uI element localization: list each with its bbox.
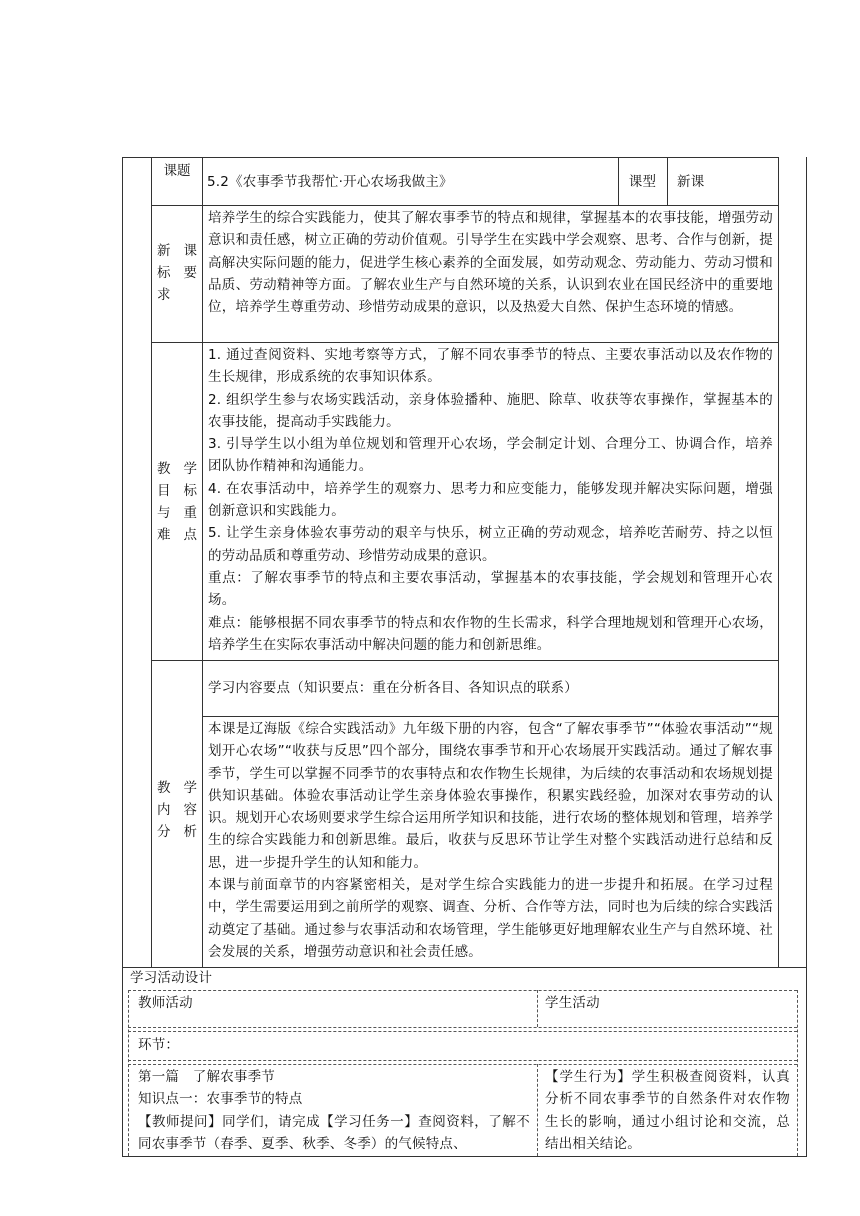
- student-activity-header: 学生活动: [545, 995, 600, 1011]
- difficult-point: 难点：能够根据不同农事季节的特点和农作物的生长需求，科学合理地规划和管理开心农场，培养学生在实际农事活动中解决问题的能力和创新思维。: [208, 614, 773, 653]
- standards-label-text: 新课标要求: [157, 243, 197, 303]
- dashed-line: [128, 1027, 797, 1028]
- topic-value: 5.2《农事季节我帮忙·开心农场我做主》: [207, 174, 453, 190]
- row-divider: [151, 342, 778, 343]
- activity-title: 学习活动设计: [130, 970, 213, 986]
- teacher-activity-content: [138, 1066, 530, 1155]
- analysis-paragraph: 本课是辽海版《综合实践活动》九年级下册的内容，包含“了解农事季节”“体验农事活动”“规划开心农场”“收获与反思”四个部分，围绕农事季节和开心农场展开实践活动。通过了解农事季节，学生可以掌握不同季节的农事特点和农作物生长规律，为后续的农事活动和农场规划提供知识基础。体验农事活动让学生亲身体验农事操作，积累实践经验，加深对农事劳动的认识。规划开心农场则要求学生综合运用所学知识和技能，进行农场的整体规划和管理，培养学生的综合实践能力和创新思维。最后，收获与反思环节让学生对整个实践活动进行总结和反思，进一步提升学生的认知和能力。: [208, 721, 773, 871]
- dashed-line: [537, 990, 538, 1027]
- dashed-line: [128, 1064, 797, 1065]
- row-divider: [151, 660, 778, 661]
- dashed-line: [797, 990, 798, 1156]
- dashed-line: [128, 1060, 797, 1061]
- analysis-body: [208, 718, 773, 963]
- table-top-border: [122, 157, 778, 158]
- knowledge-point: 知识点一：农事季节的特点: [138, 1091, 303, 1108]
- dashed-line: [128, 990, 129, 1156]
- objectives-list: [208, 344, 773, 656]
- objectives-label-text: 教学目标与重难点: [157, 461, 197, 543]
- margin-column-border: [151, 157, 152, 967]
- standards-text: 培养学生的综合实践能力，使其了解农事季节的特点和规律，掌握基本的农事技能，增强劳动意识和责任感，树立正确的劳动价值观。引导学生在实践中学会观察、思考、合作与创新，提高解决实际问题的能力，促进学生核心素养的全面发展，如劳动观念、劳动能力、劳动习惯和品质、劳动精神等方面。了解农业生产与自然环境的关系，认识到农业在国民经济中的重要地位，培养学生尊重劳动、珍惜劳动成果的意识，以及热爱大自然、保护生态环境的情感。: [208, 210, 773, 316]
- table-right-border: [778, 157, 779, 967]
- chapter-heading: 第一篇 了解农事季节: [138, 1069, 275, 1085]
- type-label: 课型: [628, 174, 657, 190]
- analysis-heading: 学习内容要点（知识要点：重在分析各目、各知识点的联系）: [208, 680, 578, 696]
- key-point: 重点：了解农事季节的特点和主要农事活动，掌握基本的农事技能，学会规划和管理开心农场。: [208, 569, 773, 609]
- section-label: 环节：: [138, 1037, 180, 1053]
- outer-right-border: [806, 157, 807, 1157]
- objective-item: 4. 在农事活动中，培养学生的观察力、思考力和应变能力，能够发现并解决实际问题，增强创新意识和实践能力。: [208, 480, 773, 520]
- analysis-paragraph: 本课与前面章节的内容紧密相关，是对学生综合实践能力的进一步提升和拓展。在学习过程中，学生需要运用到之前所学的观察、调查、分析、合作等方法，同时也为后续的综合实践活动奠定了基础。通过参与农事活动和农场管理，学生能够更好地理解农业生产与自然环境、社会发展的关系，增强劳动意识和社会责任感。: [208, 877, 773, 960]
- type-column-right-border: [667, 157, 668, 205]
- outer-left-border: [122, 157, 123, 1157]
- row-divider: [202, 716, 778, 717]
- objectives-label: [157, 458, 197, 546]
- objective-item: 2. 组织学生参与农场实践活动，亲身体验播种、施肥、除草、收获等农事操作，掌握基本的农事技能，提高动手实践能力。: [208, 391, 773, 430]
- standards-label: [157, 240, 197, 306]
- row-divider: [151, 205, 778, 206]
- objective-item: 3. 引导学生以小组为单位规划和管理开心农场，学会制定计划、合理分工、协调合作，培养团队协作精神和沟通能力。: [208, 436, 773, 475]
- dashed-line: [537, 1064, 538, 1156]
- teacher-question: 【教师提问】同学们，请完成【学习任务一】查阅资料，了解不同农事季节（春季、夏季、秋季、冬季）的气候特点、: [138, 1113, 530, 1152]
- type-value: 新课: [677, 174, 705, 190]
- analysis-label: [157, 777, 197, 843]
- dashed-line: [128, 990, 797, 991]
- label-column-border: [202, 157, 203, 967]
- objective-item: 5. 让学生亲身体验农事劳动的艰辛与快乐，树立正确的劳动观念，培养吃苦耐劳、持之以恒的劳动品质和尊重劳动、珍惜劳动成果的意识。: [208, 525, 773, 564]
- topic-label: 课题: [163, 163, 191, 179]
- table-bottom-border: [122, 1156, 806, 1157]
- teacher-activity-header: 教师活动: [138, 995, 193, 1011]
- dashed-line: [128, 1031, 797, 1032]
- objective-item: 1. 通过查阅资料、实地考察等方式，了解不同农事季节的特点、主要农事活动以及农作物的生长规律，形成系统的农事知识体系。: [208, 347, 773, 386]
- analysis-label-text: 教学内容分析: [157, 780, 197, 840]
- student-activity-content: 【学生行为】学生积极查阅资料，认真分析不同农事季节的自然条件对农作物生长的影响，通过小组讨论和交流，总结出相关结论。: [545, 1069, 790, 1152]
